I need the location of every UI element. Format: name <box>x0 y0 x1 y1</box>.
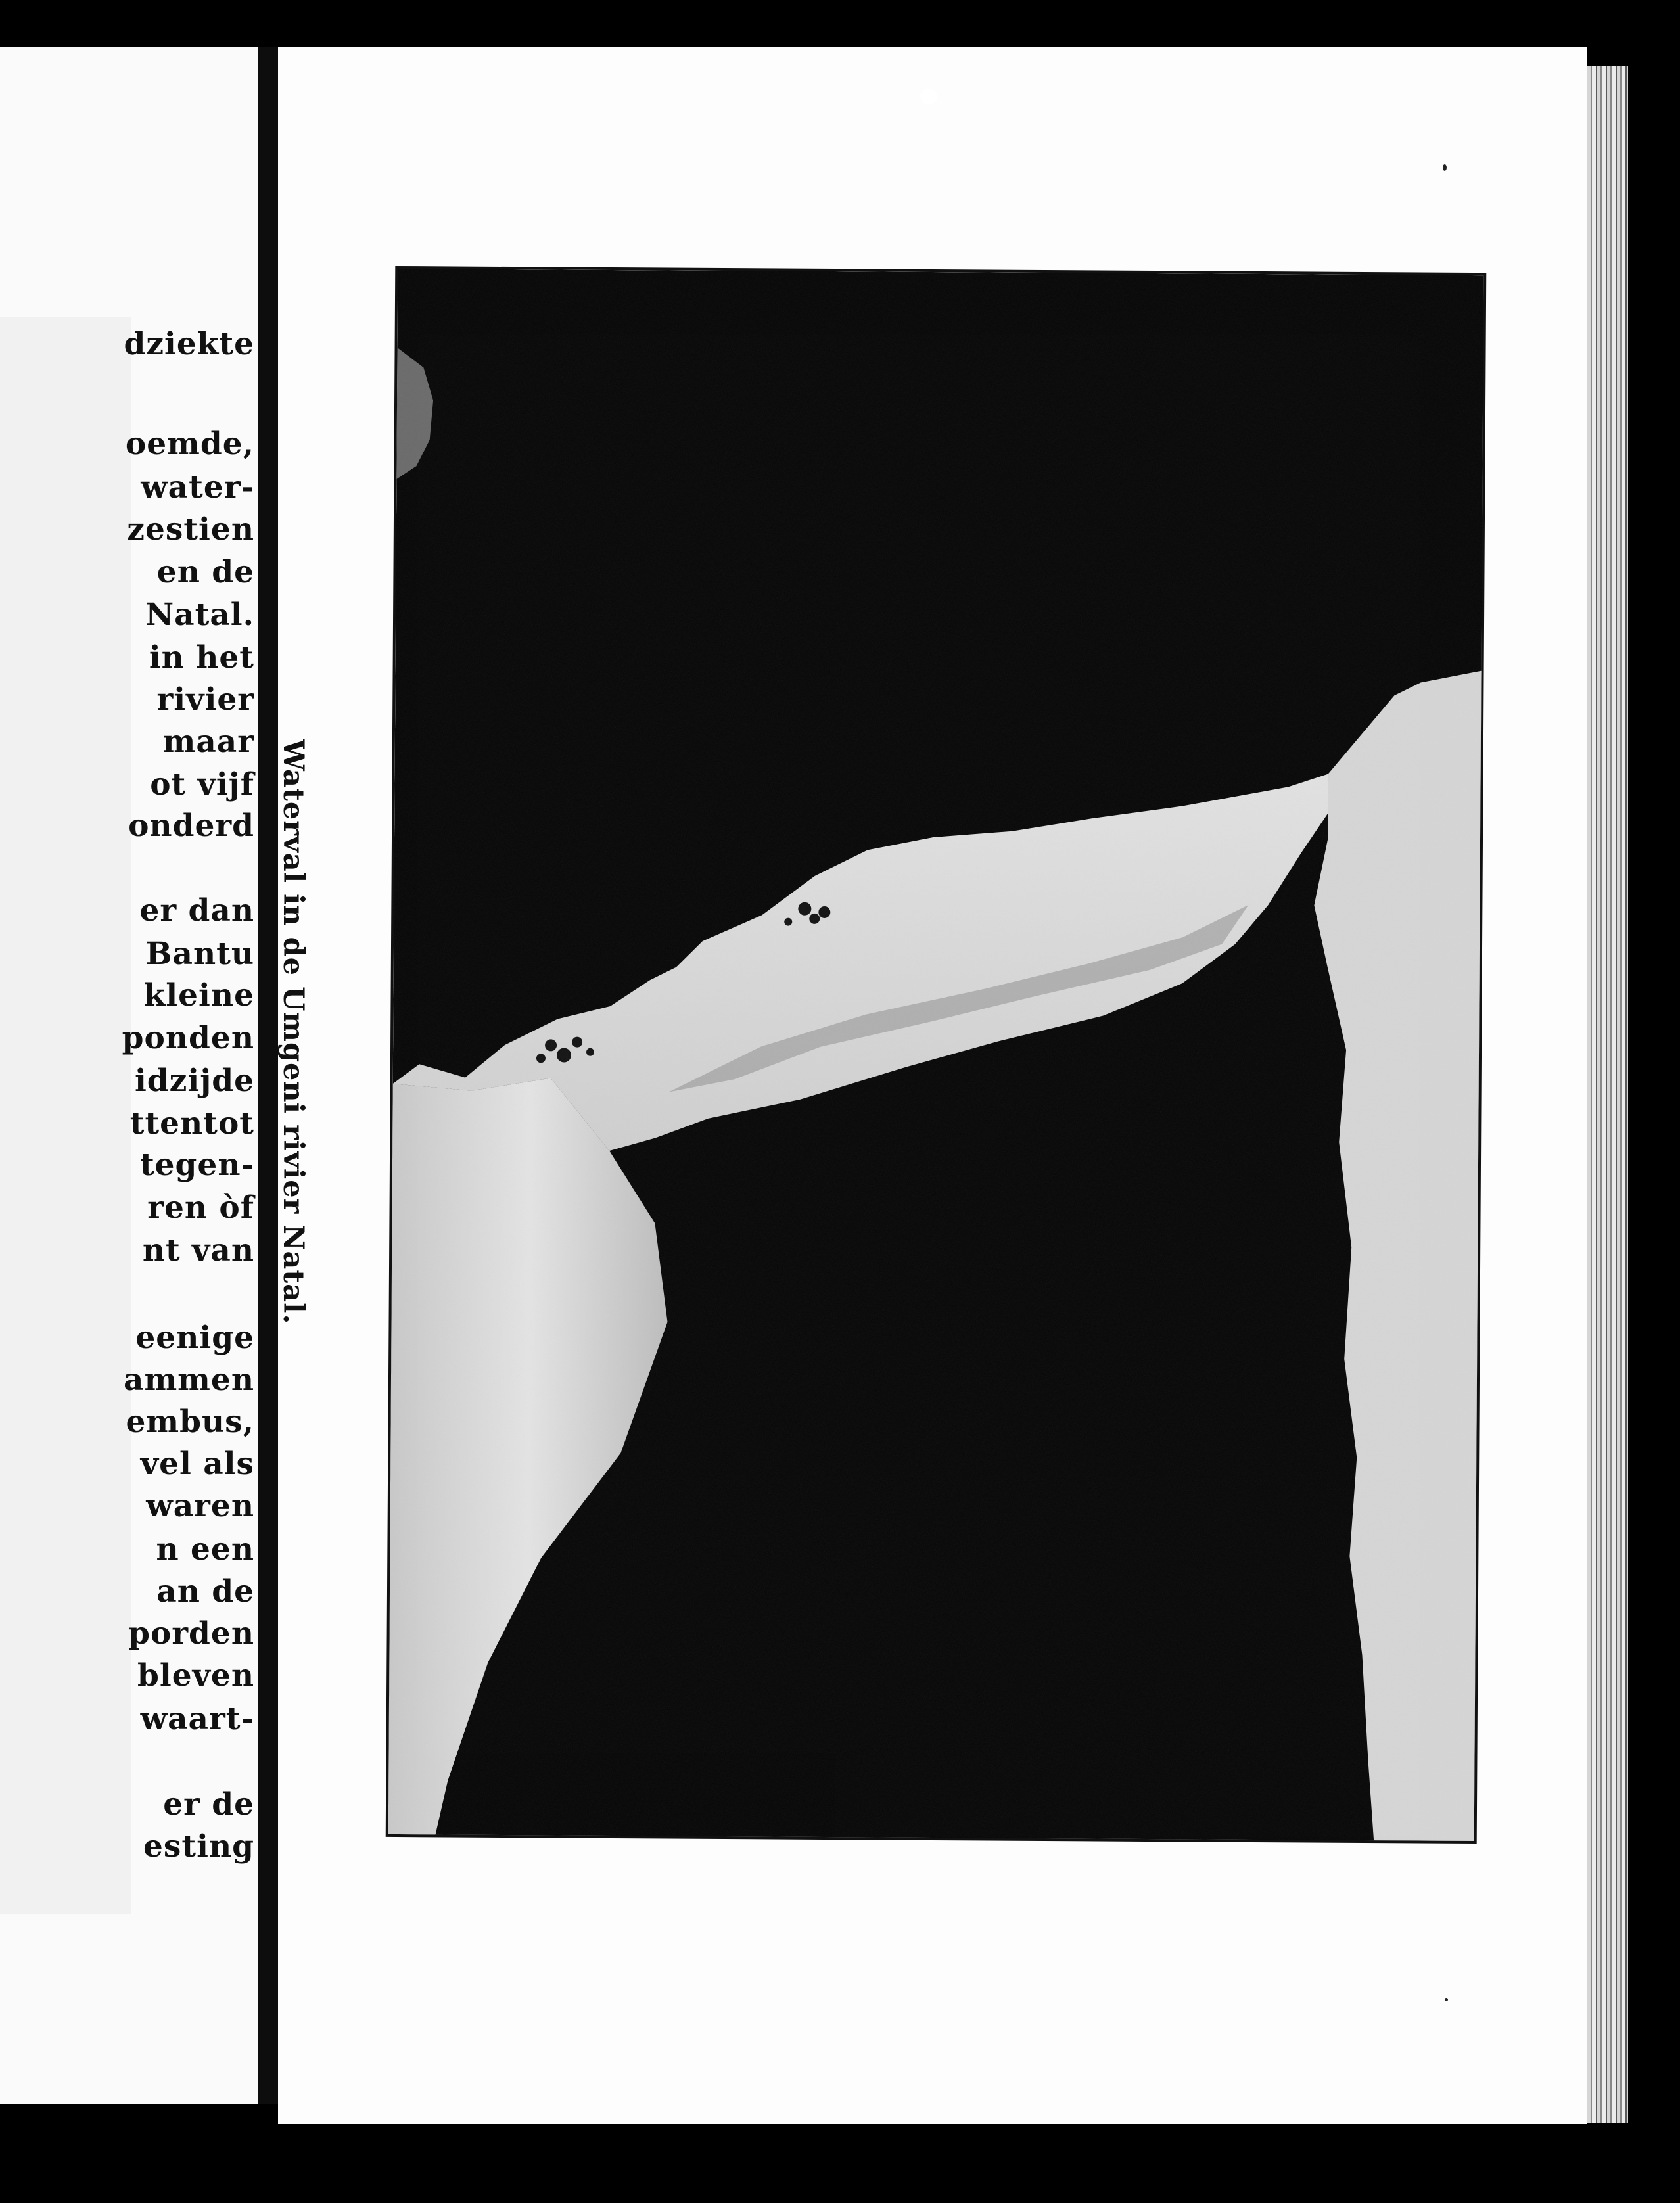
left-page-text-line: rivier <box>156 682 254 718</box>
left-page-text-line: onderd <box>128 808 254 844</box>
left-page-text-line: ren òf <box>147 1190 254 1226</box>
left-page-text-line: eenige <box>135 1320 254 1356</box>
left-page-text-line: en de <box>156 554 254 590</box>
left-page-text-line: oemde, <box>125 426 254 462</box>
left-page-text-line: nt van <box>142 1232 254 1268</box>
page-speck <box>920 89 937 104</box>
left-page-text-line: er de <box>163 1786 254 1822</box>
left-page-text-line: idzijde <box>134 1063 254 1099</box>
left-page-text-line: porden <box>128 1615 254 1652</box>
left-page-text-line: embus, <box>126 1404 254 1440</box>
left-page-text-line: vel als <box>140 1446 254 1482</box>
left-page-text-line: Bantu <box>145 936 254 972</box>
left-page-text-line: waart- <box>140 1701 254 1737</box>
page-speck <box>1445 1998 1448 2001</box>
left-page-text-line: Natal. <box>145 597 254 633</box>
left-page-shade <box>0 317 131 1914</box>
left-page-text-line: ponden <box>122 1020 254 1056</box>
left-page-text-line: in het <box>149 639 254 676</box>
left-page-text-line: an de <box>156 1573 254 1610</box>
left-page-text-line: kleine <box>143 977 254 1013</box>
left-page-text-line: er dan <box>139 893 254 929</box>
left-page-text-line: ammen <box>124 1362 254 1398</box>
plate-caption: Waterval in de Umgeni rivier Natal. <box>277 739 310 1325</box>
page-edges <box>1587 66 1628 2123</box>
waterfall-image <box>388 269 1487 1844</box>
waterfall-photograph <box>386 266 1487 1844</box>
left-page-text-line: tegen- <box>139 1147 254 1183</box>
left-page-text-line: bleven <box>137 1658 254 1694</box>
left-page-text-line: zestien <box>127 511 254 547</box>
page-speck <box>1443 164 1447 171</box>
book-gutter <box>258 47 278 2104</box>
left-page-text-line: n een <box>156 1531 254 1567</box>
left-page-text-line: ot vijf <box>150 766 254 802</box>
left-page-text-line: water- <box>141 469 254 505</box>
left-page-text-line: esting <box>143 1828 254 1865</box>
left-page-text-line: waren <box>146 1488 254 1524</box>
left-page-text-line: ttentot <box>129 1105 254 1142</box>
left-page-text-line: maar <box>162 724 254 760</box>
left-page <box>0 47 258 2104</box>
left-page-text-line: dziekte <box>124 326 254 362</box>
